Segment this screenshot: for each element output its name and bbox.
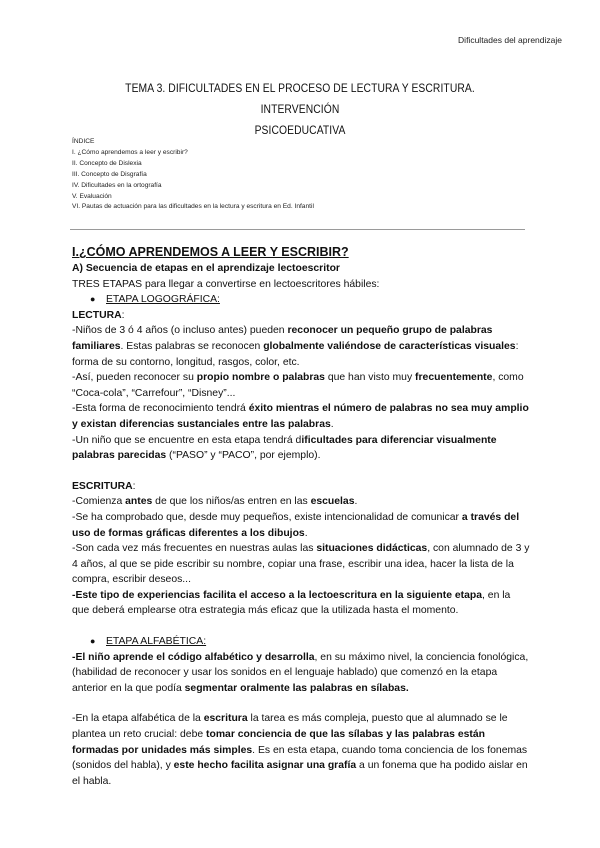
escritura-heading: ESCRITURA: <box>72 480 136 492</box>
paragraph: -El niño aprende el código alfabético y desarrolla, en su máximo nivel, la conciencia fonológica, (habilidad de reconocer y usar los sonidos en el lenguaje hablado) que comenzó en la etapa anterior en la que podía segmentar oralmente las palabras en sílabas. <box>72 651 529 694</box>
table-of-contents <box>72 137 314 213</box>
paragraph: -Este tipo de experiencias facilita el acceso a la lectoescritura en la siguiente etapa, en la que deberá emplearse otra estrategia más eficaz que la utilizada hasta el momento. <box>72 589 511 617</box>
paragraph: -Esta forma de reconocimiento tendrá éxito mientras el número de palabras no sea muy amplio y existan diferencias sustanciales entre las palabras. <box>72 403 529 430</box>
paragraph: -Un niño que se encuentre en esta etapa tendrá dificultades para diferenciar visualmente palabras parecidas (“PASO” y “PACO”, por ejemplo). <box>72 434 497 462</box>
stage-alfabetica <box>72 634 530 650</box>
paragraph: -Niños de 3 ó 4 años (o incluso antes) pueden reconocer un pequeño grupo de palabras familiares. Estas palabras se reconocen globalmente valiéndose de características visuales: forma de su contorno, longitud, rasgos, color, etc. <box>72 325 519 368</box>
bullet-icon: ● <box>90 294 96 305</box>
running-header: Dificultades del aprendizaje <box>458 35 562 45</box>
stage-logografica <box>72 292 530 308</box>
title-line-1: TEMA 3. DIFICULTADES EN EL PROCESO DE LECTURA Y ESCRITURA. INTERVENCIÓN <box>125 81 475 116</box>
subsection-heading: A) Secuencia de etapas en el aprendizaje lectoescritor <box>72 263 340 274</box>
paragraph: -Son cada vez más frecuentes en nuestras aulas las situaciones didácticas, con alumnado de 3 y 4 años, al que se pide escribir su nombre, copiar una frase, escribir una idea, hacer la lista de la compra, escribir deseos... <box>72 543 530 586</box>
section-content <box>72 244 530 789</box>
index-item[interactable]: VI. Pautas de actuación para las dificultades en la lectura y escritura en Ed. Infantil <box>72 203 314 211</box>
section-heading: I.¿CÓMO APRENDEMOS A LEER Y ESCRIBIR? <box>72 245 349 259</box>
stage-label: ETAPA ALFABÉTICA: <box>106 636 207 648</box>
paragraph: -Comienza antes de que los niños/as entren en las escuelas. <box>72 496 358 508</box>
title-line-2: PSICOEDUCATIVA <box>254 123 346 137</box>
index-item[interactable]: V. Evaluación <box>72 192 112 200</box>
lectura-heading: LECTURA: <box>72 309 125 321</box>
intro-text: TRES ETAPAS para llegar a convertirse en lectoescritores hábiles: <box>72 278 380 290</box>
stage-label: ETAPA LOGOGRÁFICA: <box>106 294 220 306</box>
lectura-label: LECTURA <box>72 309 122 321</box>
paragraph: -En la etapa alfabética de la escritura la tarea es más compleja, puesto que al alumnado se le plantea un reto crucial: debe tomar conciencia de que las sílabas y las palabras están formadas por unidades más simples. Es en esta etapa, cuando toma conciencia de los fonemas (sonidos del habla), y este hecho facilita asignar una grafía a un fonema que ha podido aislar en el habla. <box>72 713 528 787</box>
paragraph: -Se ha comprobado que, desde muy pequeños, existe intencionalidad de comunicar a través del uso de formas gráficas diferentes a los dibujos. <box>72 511 520 539</box>
index-item[interactable]: III. Concepto de Disgrafía <box>72 170 147 178</box>
index-item[interactable]: IV. Dificultades en la ortografía <box>72 181 162 189</box>
document-title <box>94 78 507 141</box>
index-item[interactable]: II. Concepto de Dislexia <box>72 159 142 167</box>
index-item[interactable]: I. ¿Cómo aprendemos a leer y escribir? <box>72 148 188 156</box>
index-heading: ÍNDICE <box>72 138 95 145</box>
escritura-label: ESCRITURA <box>72 480 133 492</box>
paragraph: -Así, pueden reconocer su propio nombre o palabras que han visto muy frecuentemente, como “Coca-cola”, “Carrefour”, “Disney”... <box>72 372 524 399</box>
bullet-icon: ● <box>90 636 96 647</box>
horizontal-divider <box>70 229 525 230</box>
